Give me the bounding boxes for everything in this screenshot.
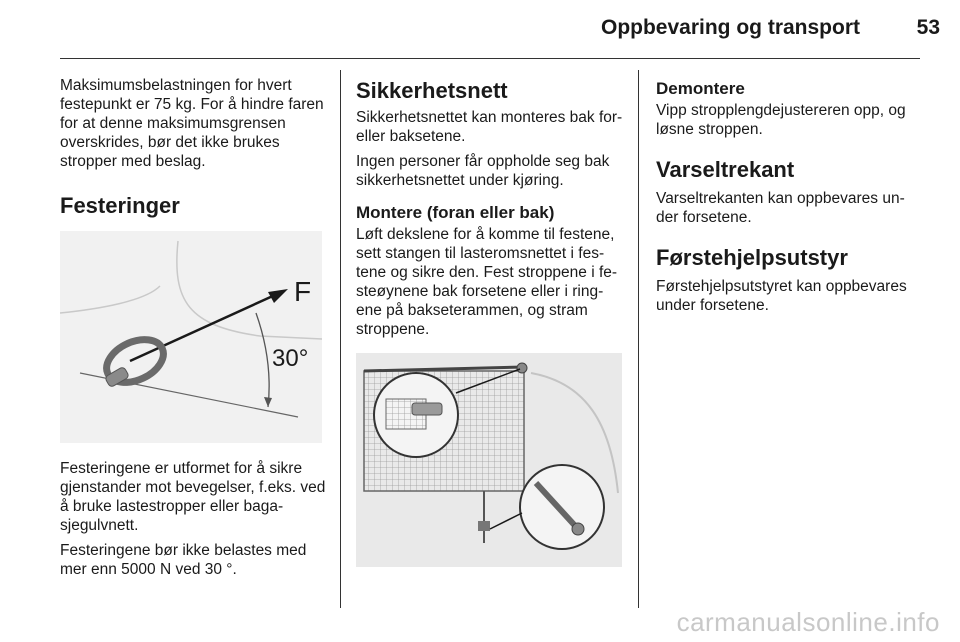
header-rule: [60, 58, 920, 59]
column-right: [656, 76, 924, 321]
column-middle: [356, 76, 626, 567]
angle-label: 30°: [272, 345, 309, 372]
mount-bracket-detail: [412, 403, 442, 415]
net-mount-icon: [517, 363, 527, 373]
tie-down-ring-figure: [60, 231, 322, 443]
montere-paragraph: Løft dekslene for å komme til festene, sett stangen til lasteromsnettet i fes- tene og sikre den. Fest stroppene i fe- steøynene bak forsetene eller i ring- ene på bakseterammen, og stram stroppene.: [356, 226, 618, 338]
eyelet-detail-icon: [572, 523, 584, 535]
column-divider: [638, 70, 639, 608]
strap-buckle-icon: [478, 521, 490, 531]
section-heading-forstehjelpsutstyr: Førstehjelpsutstyr: [656, 245, 848, 270]
sikkerhetsnett-paragraph-2: Ingen personer får oppholde seg bak sikkerhetsnettet under kjøring.: [356, 153, 610, 189]
forstehjelpsutstyr-paragraph: Førstehjelpsutstyret kan oppbevares under forsetene.: [656, 278, 907, 314]
subheading-montere: Montere (foran eller bak): [356, 203, 555, 222]
page-header-title: Oppbevaring og transport: [600, 16, 860, 39]
intro-paragraph: Maksimumsbelastningen for hvert festepunkt er 75 kg. For å hindre faren for at denne maksimumsgrensen overskrides, bør det ikke brukes stropper med beslag.: [60, 77, 324, 170]
section-heading-sikkerhetsnett: Sikkerhetsnett: [356, 78, 508, 103]
column-left: [60, 76, 328, 585]
festeringer-paragraph-1: Festeringene er utformet for å sikre gjenstander mot bevegelser, f.eks. ved å bruke lastestropper eller baga- sjegulvnett.: [60, 460, 326, 534]
force-label: F: [294, 276, 312, 307]
subheading-demontere: Demontere: [656, 79, 745, 98]
sikkerhetsnett-paragraph-1: Sikkerhetsnettet kan monteres bak for- eller baksetene.: [356, 109, 623, 145]
safety-net-figure: [356, 353, 622, 567]
watermark: carmanualsonline.info: [676, 607, 940, 637]
festeringer-paragraph-2: Festeringene bør ikke belastes med mer enn 5000 N ved 30 °.: [60, 542, 307, 578]
section-heading-varseltrekant: Varseltrekant: [656, 157, 795, 182]
page-number: 53: [916, 16, 940, 39]
section-heading-festeringer: Festeringer: [60, 193, 180, 218]
column-divider: [340, 70, 341, 608]
varseltrekant-paragraph: Varseltrekanten kan oppbevares un- der forsetene.: [656, 190, 905, 226]
detail-callout-lower-icon: [520, 465, 604, 549]
demontere-paragraph: Vipp stropplengdejustereren opp, og løsne stroppen.: [656, 102, 906, 138]
